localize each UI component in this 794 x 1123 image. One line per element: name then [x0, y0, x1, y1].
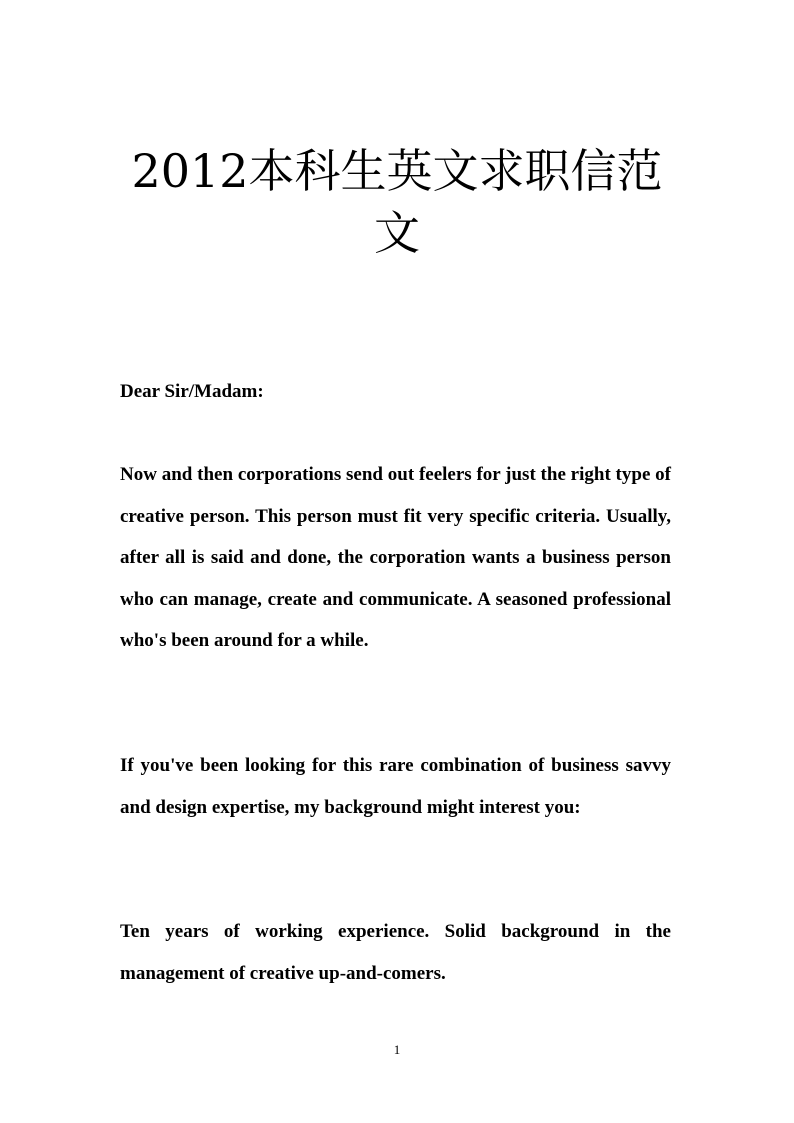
- paragraph-experience: Ten years of working experience. Solid background in the management of creative up-and-comers.: [120, 921, 671, 984]
- paragraph-intro: Now and then corporations send out feelers for just the right type of creative person. This person must fit very specific criteria. Usually, after all is said and done, the corporation wants a business person who can manage, create and communicate. A seasoned professional who's been around for a while.: [120, 464, 671, 652]
- paragraph-background: If you've been looking for this rare combination of business savvy and design expertise, my background might interest you:: [120, 755, 671, 818]
- title-line-2: 文: [374, 206, 420, 260]
- salutation: Dear Sir/Madam:: [120, 381, 264, 402]
- page-number: 1: [393, 1042, 401, 1057]
- page-title: [100, 140, 694, 264]
- title-line-1: 2012本科生英文求职信范: [131, 144, 663, 198]
